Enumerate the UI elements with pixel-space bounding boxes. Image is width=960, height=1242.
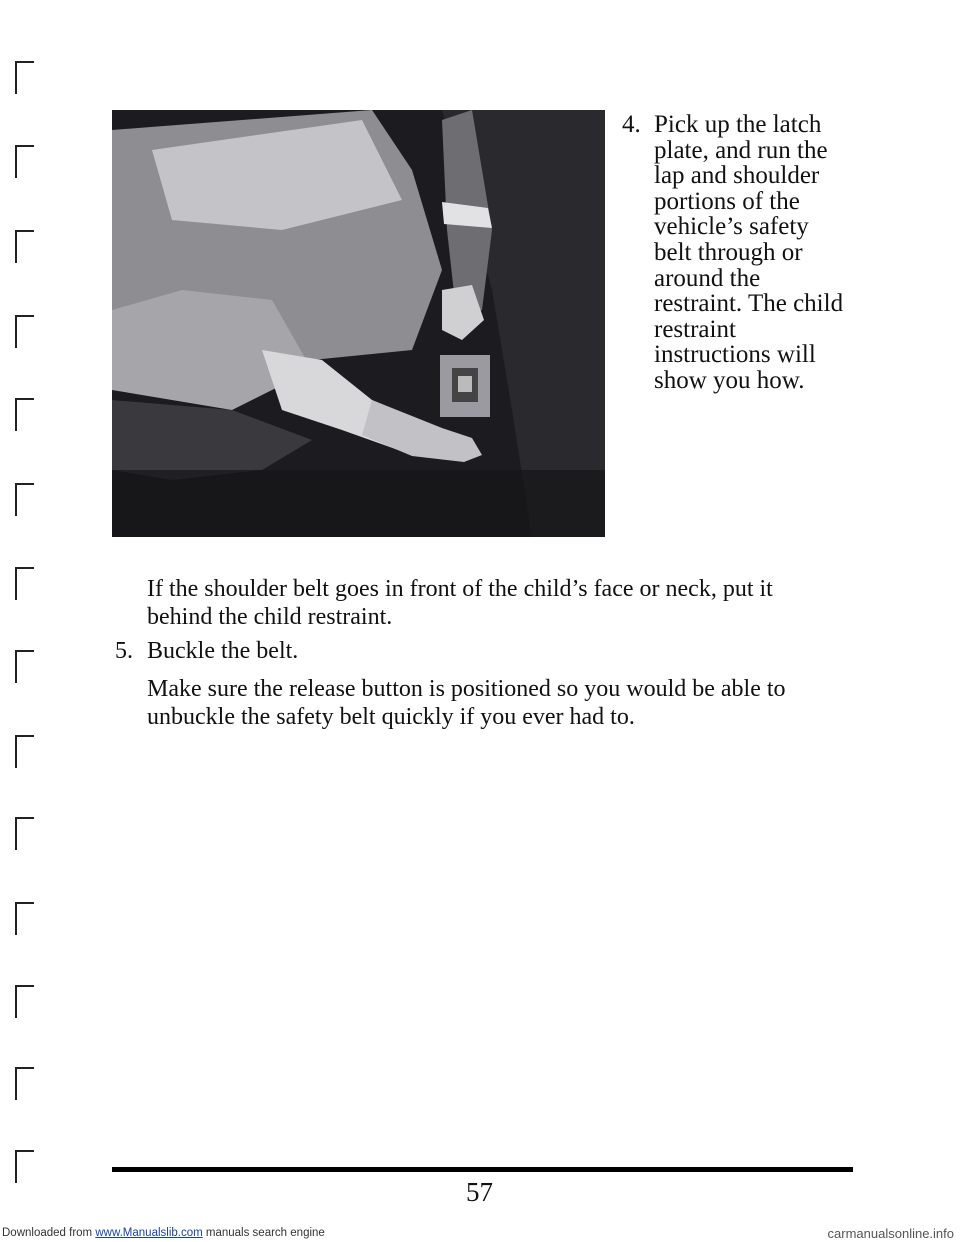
page-number: 57 bbox=[466, 1177, 493, 1207]
binder-mark bbox=[8, 562, 38, 602]
step-4-number: 4. bbox=[622, 111, 641, 138]
binder-mark bbox=[8, 478, 38, 518]
binder-mark bbox=[8, 225, 38, 265]
seatbelt-illustration bbox=[112, 110, 605, 537]
footer-source bbox=[2, 1227, 325, 1239]
manualslib-link[interactable]: www.Manualslib.com bbox=[95, 1227, 203, 1239]
binder-mark bbox=[8, 56, 38, 96]
binder-mark bbox=[8, 1145, 38, 1185]
binder-marks bbox=[8, 0, 48, 1242]
step-5-number: 5. bbox=[115, 638, 133, 664]
binder-mark bbox=[8, 730, 38, 770]
footer-prefix: Downloaded from bbox=[2, 1227, 96, 1239]
binder-mark bbox=[8, 897, 38, 937]
binder-mark bbox=[8, 980, 38, 1020]
step-4-text: Pick up the latch plate, and run the lap and shoulder portions of the vehicle’s safety belt through or around the restraint. The child restraint instructions will show you how. bbox=[654, 111, 844, 394]
binder-mark bbox=[8, 812, 38, 852]
binder-mark bbox=[8, 645, 38, 685]
binder-mark bbox=[8, 310, 38, 350]
seatbelt-photo bbox=[112, 110, 605, 537]
footer-rule bbox=[112, 1167, 853, 1172]
step-4 bbox=[622, 112, 852, 394]
binder-mark bbox=[8, 1062, 38, 1102]
binder-mark bbox=[8, 140, 38, 180]
download-footer bbox=[0, 1226, 960, 1242]
step-5 bbox=[115, 637, 298, 665]
watermark: carmanualsonline.info bbox=[827, 1226, 954, 1241]
paragraph-shoulder-belt: If the shoulder belt goes in front of the child’s face or neck, put it behind the child restraint. bbox=[147, 576, 773, 630]
paragraph-release-button: Make sure the release button is positioned so you would be able to unbuckle the safety belt quickly if you ever had to. bbox=[147, 676, 786, 730]
binder-mark bbox=[8, 393, 38, 433]
footer-suffix: manuals search engine bbox=[202, 1227, 325, 1239]
step-5-text: Buckle the belt. bbox=[147, 638, 299, 664]
